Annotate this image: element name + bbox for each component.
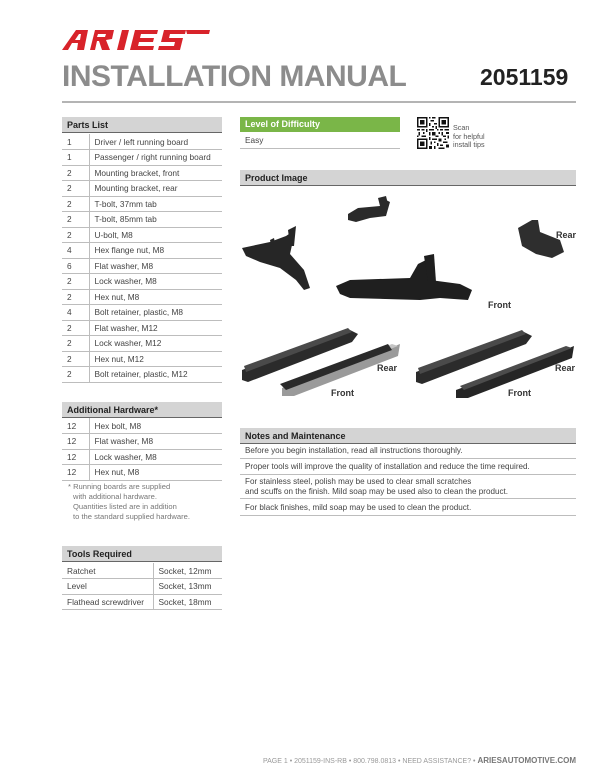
hardware-row (62, 449, 222, 465)
rear-board-label-2: Rear (555, 363, 576, 373)
hardware-row-desc: Flat washer, M8 (89, 434, 222, 450)
parts-row-qty: 2 (62, 320, 89, 336)
parts-row-qty: 2 (62, 289, 89, 305)
qr-caption-line: for helpful (453, 131, 485, 141)
header-divider (62, 101, 576, 103)
tools-required-heading: Tools Required (62, 546, 222, 562)
page-footer (263, 756, 576, 765)
parts-row-qty: 2 (62, 196, 89, 212)
parts-row-desc: Lock washer, M8 (89, 274, 222, 290)
parts-list-heading: Parts List (62, 117, 222, 133)
part-number: 2051159 (480, 64, 569, 90)
front-board-label-2: Front (508, 388, 531, 398)
tools-row-b: Socket, 12mm (153, 563, 222, 579)
front-bracket-label: Front (488, 300, 511, 310)
hardware-row-qty: 12 (62, 465, 89, 481)
hardware-row-desc: Lock washer, M8 (89, 449, 222, 465)
parts-row-qty: 4 (62, 305, 89, 321)
hardware-row (62, 434, 222, 450)
parts-row-desc: Flat washer, M12 (89, 320, 222, 336)
notes-heading: Notes and Maintenance (240, 428, 576, 444)
parts-row (62, 289, 222, 305)
parts-row-desc: Mounting bracket, rear (89, 181, 222, 197)
parts-row-qty: 1 (62, 134, 89, 150)
parts-row (62, 367, 222, 383)
footer-website-link[interactable]: ARIESAUTOMOTIVE.COM (477, 756, 576, 765)
notes-line: and scuffs on the finish. Mild soap may be used also to clean the product. (245, 487, 509, 496)
rear-board-label-1: Rear (377, 363, 398, 373)
qr-caption-line: install tips (453, 140, 485, 149)
parts-row-desc: Passenger / right running board (89, 150, 222, 166)
note-line: * Running boards are supplied (68, 482, 171, 491)
front-bracket-image (336, 254, 472, 300)
parts-row-qty: 6 (62, 258, 89, 274)
hardware-row-desc: Hex bolt, M8 (89, 418, 222, 434)
parts-row-desc: Driver / left running board (89, 134, 222, 150)
small-bracket-image (348, 196, 390, 222)
parts-row-desc: U-bolt, M8 (89, 227, 222, 243)
product-image (240, 184, 576, 404)
hardware-row (62, 465, 222, 481)
parts-row-desc: T-bolt, 37mm tab (89, 196, 222, 212)
product-image-heading: Product Image (240, 170, 576, 186)
front-board-label-1: Front (331, 388, 354, 398)
parts-row-desc: Lock washer, M12 (89, 336, 222, 352)
parts-row-desc: Bolt retainer, plastic, M8 (89, 305, 222, 321)
parts-row-desc: Mounting bracket, front (89, 165, 222, 181)
tools-row-a: Flathead screwdriver (62, 594, 153, 610)
tools-row (62, 579, 222, 595)
left-bracket-image (242, 226, 310, 290)
tools-row-b: Socket, 13mm (153, 579, 222, 595)
notes-item: For black finishes, mild soap may be used to clean the product. (240, 501, 576, 516)
tools-required-table (62, 563, 222, 610)
running-board-pair-1 (242, 328, 400, 396)
parts-row-qty: 2 (62, 351, 89, 367)
parts-row (62, 165, 222, 181)
parts-row (62, 150, 222, 166)
running-board-pair-2 (416, 330, 574, 398)
tools-row (62, 594, 222, 610)
footer-text: PAGE 1 • 2051159-INS-RB • 800.798.0813 • NEED ASSISTANCE? • (262, 758, 476, 765)
parts-row (62, 320, 222, 336)
parts-row-qty: 4 (62, 243, 89, 259)
note-line: to the standard supplied hardware. (73, 512, 190, 521)
parts-row-qty: 2 (62, 227, 89, 243)
hardware-row-qty: 12 (62, 449, 89, 465)
notes-line: For stainless steel, polish may be used to clear small scratches (245, 477, 472, 486)
tools-row-a: Level (62, 579, 153, 595)
parts-row-qty: 2 (62, 367, 89, 383)
hardware-row-desc: Hex nut, M8 (89, 465, 222, 481)
hardware-row (62, 418, 222, 434)
notes-item: Proper tools will improve the quality of installation and reduce the time required. (240, 460, 576, 475)
parts-row (62, 181, 222, 197)
rear-bracket-label: Rear (556, 230, 576, 240)
parts-row-desc: Flat washer, M8 (89, 258, 222, 274)
parts-row-qty: 2 (62, 165, 89, 181)
hardware-row-qty: 12 (62, 418, 89, 434)
hardware-row-qty: 12 (62, 434, 89, 450)
notes-item (240, 476, 576, 499)
parts-row-desc: Hex nut, M8 (89, 289, 222, 305)
parts-row (62, 336, 222, 352)
tools-row-a: Ratchet (62, 563, 153, 579)
parts-row-qty: 2 (62, 274, 89, 290)
parts-row (62, 351, 222, 367)
parts-row (62, 305, 222, 321)
parts-row-desc: T-bolt, 85mm tab (89, 212, 222, 228)
parts-row-qty: 2 (62, 336, 89, 352)
additional-hardware-heading: Additional Hardware* (62, 402, 222, 418)
parts-row (62, 212, 222, 228)
tools-row-b: Socket, 18mm (153, 594, 222, 610)
qr-caption-line: Scan (453, 123, 470, 132)
parts-row-qty: 2 (62, 181, 89, 197)
qr-code-icon[interactable] (417, 117, 449, 149)
parts-row (62, 227, 222, 243)
parts-row (62, 134, 222, 150)
parts-row (62, 196, 222, 212)
note-line: Quantities listed are in addition (73, 502, 177, 511)
tools-row (62, 563, 222, 579)
parts-row-qty: 1 (62, 150, 89, 166)
parts-row-desc: Hex flange nut, M8 (89, 243, 222, 259)
note-line: with additional hardware. (73, 492, 158, 501)
parts-row (62, 258, 222, 274)
parts-row (62, 274, 222, 290)
difficulty-heading: Level of Difficulty (240, 117, 400, 132)
parts-row-desc: Bolt retainer, plastic, M12 (89, 367, 222, 383)
parts-row (62, 243, 222, 259)
difficulty-value: Easy (240, 132, 400, 149)
notes-item: Before you begin installation, read all instructions thoroughly. (240, 444, 576, 459)
aries-logo (62, 26, 210, 52)
hardware-note (68, 482, 190, 522)
parts-row-qty: 2 (62, 212, 89, 228)
additional-hardware-table (62, 418, 222, 481)
parts-list-table (62, 134, 222, 383)
qr-caption (453, 124, 485, 150)
product-illustration (240, 184, 576, 404)
parts-row-desc: Hex nut, M12 (89, 351, 222, 367)
page-title: INSTALLATION MANUAL (62, 60, 407, 93)
